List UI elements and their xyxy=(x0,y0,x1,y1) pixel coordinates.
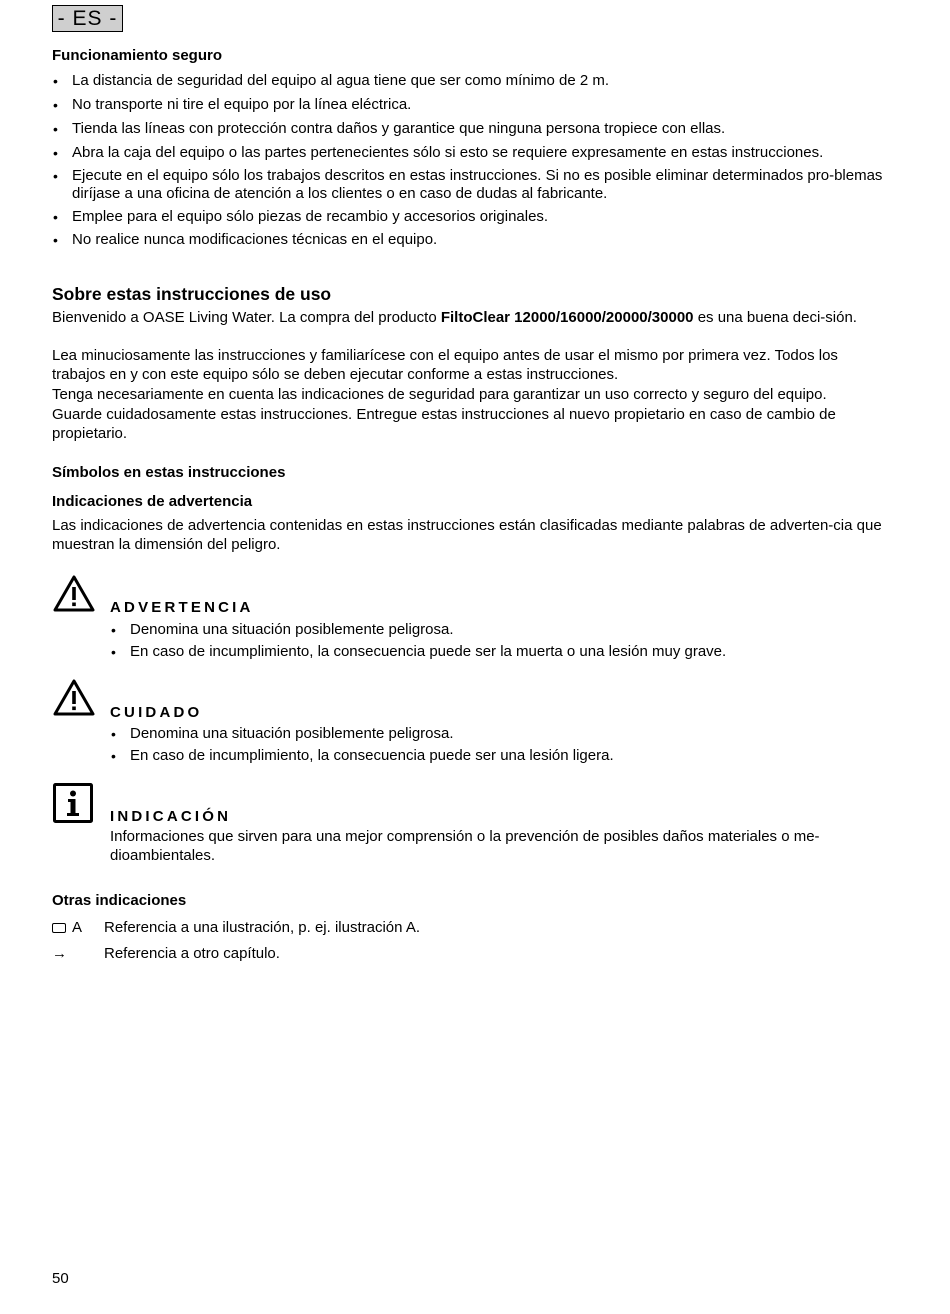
list-item: • Denomina una situación posiblemente peligrosa. xyxy=(110,621,890,639)
list-item: • Ejecute en el equipo sólo los trabajos descritos en estas instrucciones. Si no es posible eliminar determinados pro-blemas diríjase a una oficina de atención a los clientes o en caso de dudas al fabricante. xyxy=(52,167,892,203)
list-item: • Abra la caja del equipo o las partes pertenecientes sólo si esto se requiere expresamente en estas instrucciones. xyxy=(52,144,892,162)
about-intro-pre: Bienvenido a OASE Living Water. La compra del producto xyxy=(52,309,441,326)
info-icon xyxy=(53,783,93,823)
list-item: • No realice nunca modificaciones técnicas en el equipo. xyxy=(52,231,892,249)
list-item: • La distancia de seguridad del equipo al agua tiene que ser como mínimo de 2 m. xyxy=(52,72,892,90)
about-paragraph: Guarde cuidadosamente estas instrucciones. Entregue estas instrucciones al nuevo propietario en caso de cambio de propietario. xyxy=(52,406,836,442)
product-name: FiltoClear 12000/16000/20000/30000 xyxy=(440,309,694,326)
warning-triangle-icon xyxy=(53,575,95,613)
list-item: • Emplee para el equipo sólo piezas de recambio y accesorios originales. xyxy=(52,208,892,226)
figure-reference-text: Referencia a una ilustración, p. ej. ilustración A. xyxy=(104,919,421,936)
symbols-title: Símbolos en estas instrucciones xyxy=(52,464,286,481)
language-tag: - ES - xyxy=(52,5,123,32)
list-item: • En caso de incumplimiento, la consecuencia puede ser una lesión ligera. xyxy=(110,747,890,765)
safe-operation-list xyxy=(52,72,892,249)
cuidado-signal: CUIDADO xyxy=(110,704,203,721)
indicacion-text: Informaciones que sirven para una mejor comprensión o la prevención de posibles daños materiales o me-dioambientales. xyxy=(110,828,820,864)
list-item: • Denomina una situación posiblemente peligrosa. xyxy=(110,725,890,743)
warnings-text: Las indicaciones de advertencia contenidas en estas instrucciones están clasificadas mediante palabras de adverten-cia que muestran la dimensión del peligro. xyxy=(52,517,882,553)
about-intro-post: es una buena deci-sión. xyxy=(693,309,857,326)
cuidado-list xyxy=(110,725,890,765)
figure-reference-symbol xyxy=(52,919,98,937)
list-item: • En caso de incumplimiento, la consecuencia puede ser la muerta o una lesión muy grave. xyxy=(110,643,890,661)
advertencia-list xyxy=(110,621,890,661)
indicacion-signal: INDICACIÓN xyxy=(110,808,232,825)
about-paragraph: Lea minuciosamente las instrucciones y familiarícese con el equipo antes de usar el mismo por primera vez. Todos los trabajos en y con este equipo sólo se deben ejecutar conforme a estas instrucciones. xyxy=(52,347,838,383)
figure-box-icon xyxy=(52,923,66,933)
about-title: Sobre estas instrucciones de uso xyxy=(52,284,332,304)
page-number: 50 xyxy=(52,1270,69,1287)
advertencia-signal: ADVERTENCIA xyxy=(110,599,254,616)
arrow-icon: → xyxy=(52,945,67,962)
caution-triangle-icon xyxy=(53,679,95,717)
about-paragraph: Tenga necesariamente en cuenta las indicaciones de seguridad para garantizar un uso correcto y seguro del equipo. xyxy=(52,386,827,403)
list-item: • No transporte ni tire el equipo por la línea eléctrica. xyxy=(52,96,892,114)
list-item: • Tienda las líneas con protección contra daños y garantice que ninguna persona tropiece con ellas. xyxy=(52,120,892,138)
chapter-reference-text: Referencia a otro capítulo. xyxy=(104,945,280,962)
figure-reference-label: A xyxy=(72,919,83,936)
safe-operation-title: Funcionamiento seguro xyxy=(52,47,223,64)
about-intro xyxy=(52,309,887,328)
other-title: Otras indicaciones xyxy=(52,892,187,909)
warnings-title: Indicaciones de advertencia xyxy=(52,493,253,510)
